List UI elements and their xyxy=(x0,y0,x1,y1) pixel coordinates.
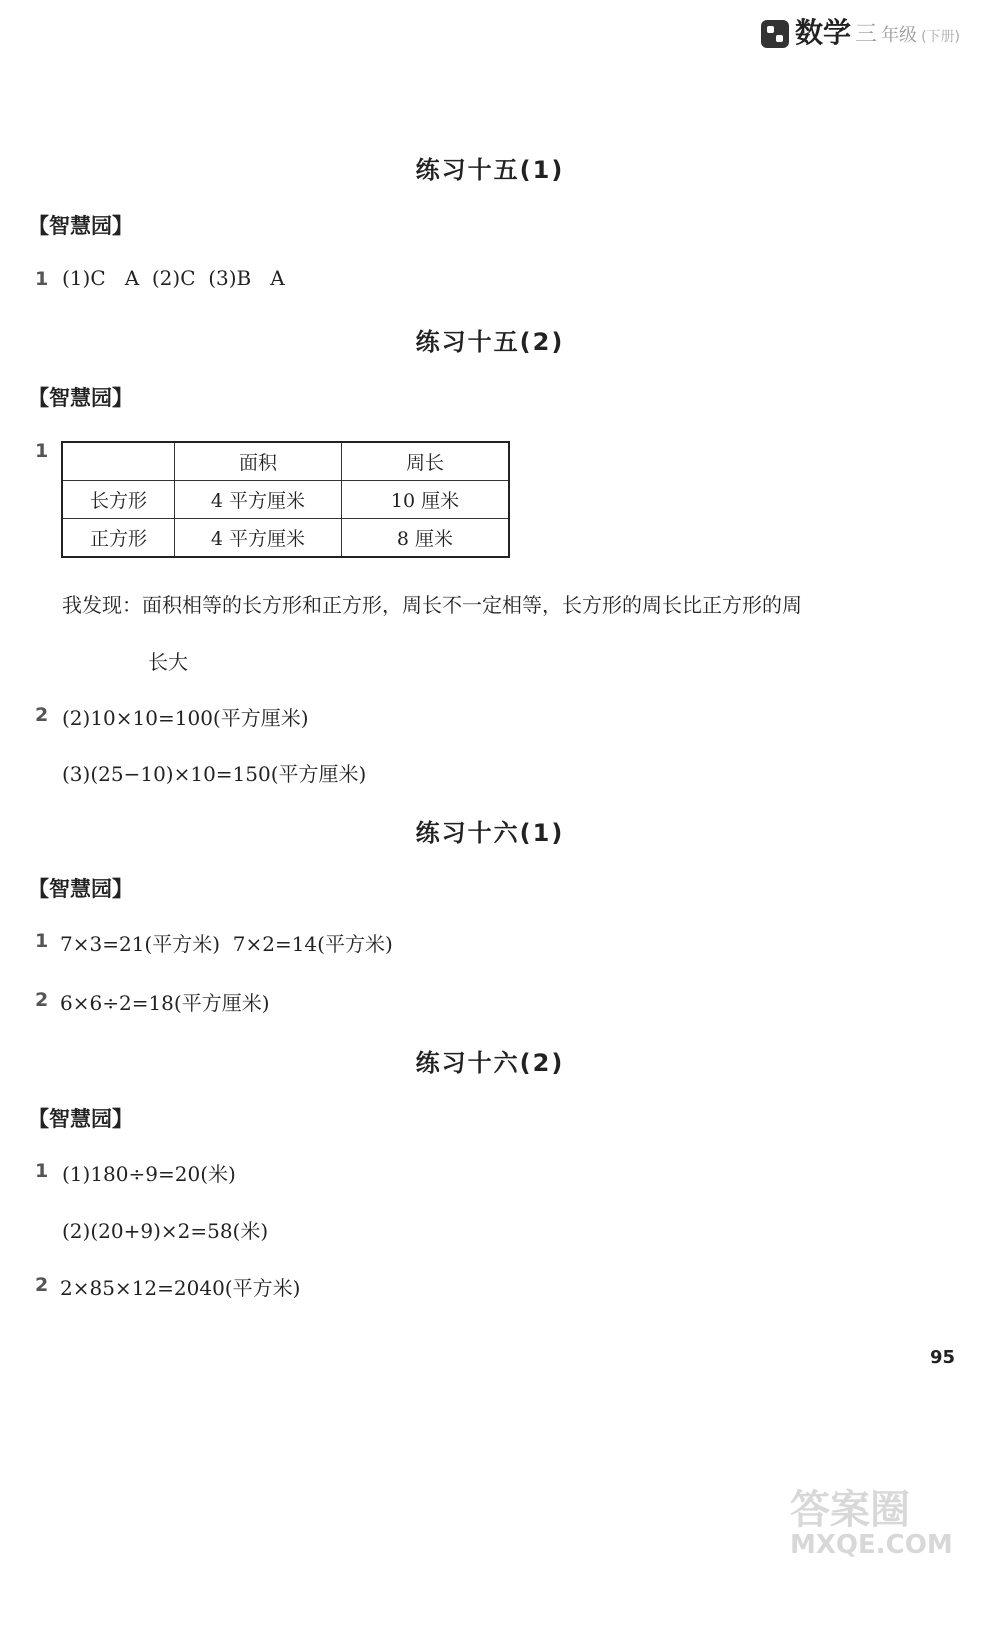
term-label: (下册) xyxy=(921,29,960,45)
area-perimeter-table xyxy=(61,441,510,558)
section-title-15-1: 练习十五(1) xyxy=(415,156,565,184)
section-label: 【智慧园】 xyxy=(28,877,133,901)
section-title-15-2: 练习十五(2) xyxy=(415,328,565,356)
subject-label: 数学 xyxy=(795,16,852,49)
answer-line: (2)(20+9)×2=58(米) xyxy=(62,1219,269,1243)
grade-word: 年级 xyxy=(881,25,918,46)
table-header-cell: 面积 xyxy=(175,442,342,481)
question-number: 1 xyxy=(35,268,49,290)
table-row xyxy=(62,481,509,519)
table-cell: 4 平方厘米 xyxy=(175,519,342,558)
question-number: 1 xyxy=(35,1160,49,1182)
answer-line: (3)(25−10)×10=150(平方厘米) xyxy=(62,762,367,786)
question-number: 2 xyxy=(35,989,49,1011)
table-header-cell xyxy=(62,442,175,481)
question-number: 1 xyxy=(35,930,49,952)
watermark-url: MXQE.COM xyxy=(790,1530,953,1560)
answer-line: 6×6÷2=18(平方厘米) xyxy=(60,991,270,1015)
section-title-16-1: 练习十六(1) xyxy=(415,819,565,847)
table-header-cell: 周长 xyxy=(342,442,510,481)
table-cell: 10 厘米 xyxy=(342,481,510,519)
answer-line: 7×3=21(平方米) 7×2=14(平方米) xyxy=(60,932,393,956)
answer-line: 2×85×12=2040(平方米) xyxy=(60,1276,301,1300)
answer-line: (1)180÷9=20(米) xyxy=(62,1162,236,1186)
table-cell: 正方形 xyxy=(62,519,175,558)
grade-label: 三 xyxy=(855,22,878,47)
question-number: 1 xyxy=(35,440,49,462)
table-cell: 长方形 xyxy=(62,481,175,519)
discovery-note-line1: 我发现：面积相等的长方形和正方形，周长不一定相等，长方形的周长比正方形的周 xyxy=(62,593,802,617)
section-title-16-2: 练习十六(2) xyxy=(415,1049,565,1077)
book-logo-icon xyxy=(761,20,789,48)
section-label: 【智慧园】 xyxy=(28,214,133,238)
table-row xyxy=(62,519,509,558)
answer-line: (2)10×10=100(平方厘米) xyxy=(62,706,309,730)
answer-line: (1)C A (2)C (3)B A xyxy=(62,266,285,290)
discovery-note-line2: 长大 xyxy=(148,650,188,674)
table-cell: 8 厘米 xyxy=(342,519,510,558)
table-header-row xyxy=(62,442,509,481)
table-cell: 4 平方厘米 xyxy=(175,481,342,519)
book-header xyxy=(761,18,960,48)
question-number: 2 xyxy=(35,704,49,726)
question-number: 2 xyxy=(35,1274,49,1296)
section-label: 【智慧园】 xyxy=(28,1107,133,1131)
watermark-logo: 答案圈 xyxy=(790,1487,910,1533)
section-label: 【智慧园】 xyxy=(28,386,133,410)
page-number: 95 xyxy=(930,1347,956,1368)
